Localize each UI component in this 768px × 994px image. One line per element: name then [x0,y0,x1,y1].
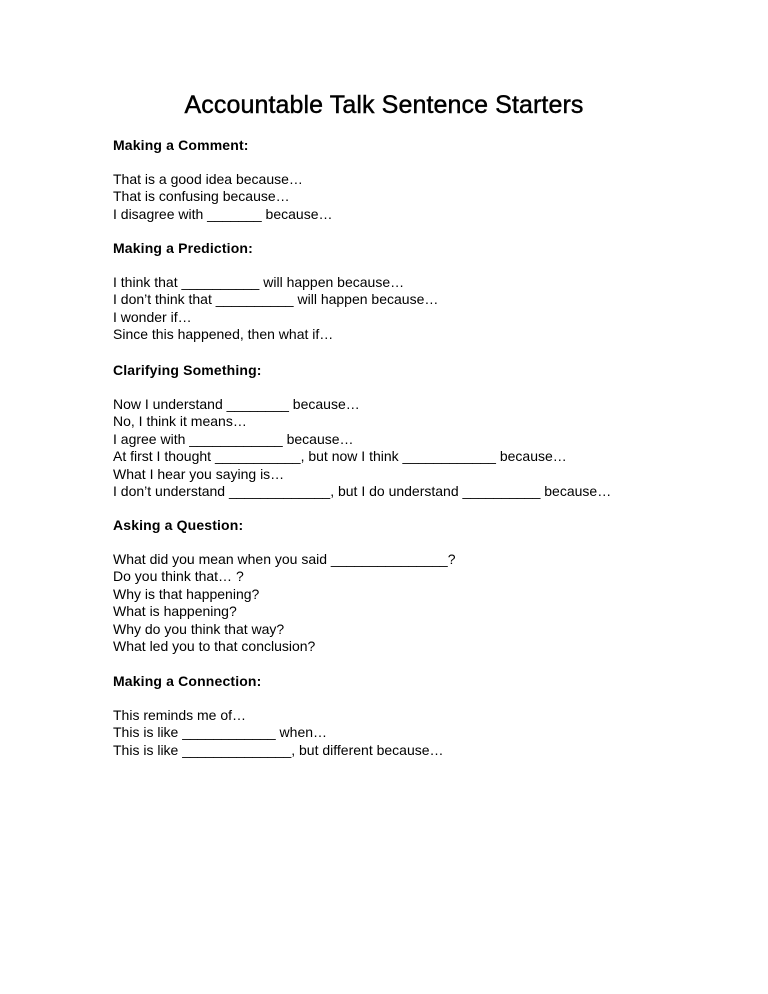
section-heading: Making a Connection: [113,673,262,689]
sentence-list [113,396,733,500]
sentence-list [113,274,733,344]
sentence-starter: No, I think it means… [113,413,247,430]
sentence-list [113,551,733,655]
document-title: Accountable Talk Sentence Starters [184,91,584,119]
section-making-a-connection [113,673,733,759]
sentence-starter: I wonder if… [113,308,192,325]
sentence-starter: Now I understand ________ because… [113,396,360,412]
sentence-starter: This is like ____________ when… [113,724,328,741]
sentence-list [113,171,733,223]
sentence-starter: Why do you think that way? [113,620,285,637]
sentence-list [113,707,733,759]
sentence-starter: What led you to that conclusion? [113,637,316,654]
sentence-starter: That is confusing because… [113,188,290,205]
sentence-starter: Why is that happening? [113,585,260,602]
sentence-starter: Do you think that… ? [113,568,244,585]
section-making-a-comment [113,137,733,223]
sentence-starter: I disagree with _______ because… [113,205,333,222]
sentence-starter: I think that __________ will happen because… [113,274,405,290]
section-heading: Making a Prediction: [113,240,253,256]
section-making-a-prediction [113,240,733,344]
section-heading: Clarifying Something: [113,362,262,378]
sentence-starter: That is a good idea because… [113,171,303,187]
sentence-starter: This is like ______________, but different because… [113,741,444,758]
sentence-starter: I agree with ____________ because… [113,430,354,447]
section-heading: Asking a Question: [113,517,244,533]
section-clarifying-something [113,362,733,500]
sentence-starter: This reminds me of… [113,707,247,723]
sentence-starter: At first I thought ___________, but now I think ____________ because… [113,448,567,465]
sentence-starter: I don’t think that __________ will happen because… [113,291,439,308]
sentence-starter: What did you mean when you said _______________? [113,551,456,567]
section-asking-a-question [113,517,733,655]
sentence-starter: What I hear you saying is… [113,465,285,482]
sentence-starter: Since this happened, then what if… [113,326,334,343]
section-heading: Making a Comment: [113,137,249,153]
sentence-starter: What is happening? [113,603,237,620]
sentence-starter: I don’t understand _____________, but I do understand __________ because… [113,482,612,499]
